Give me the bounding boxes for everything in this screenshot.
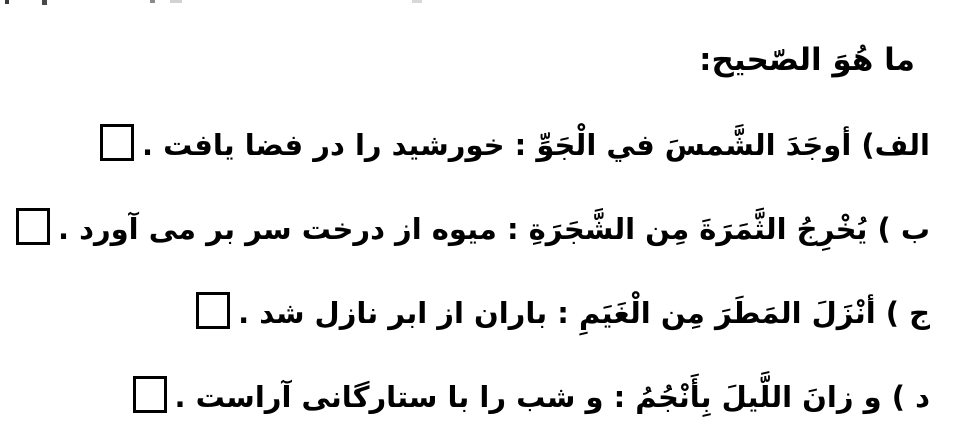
option-row-dal (0, 355, 930, 433)
option-row-be (0, 187, 930, 271)
question-title: ما هُوَ الصّحيح: (699, 42, 915, 78)
scan-edge-artifact (42, 0, 47, 5)
scan-edge-artifact (5, 0, 9, 4)
option-row-jim (0, 271, 930, 355)
option-alef-text: الف) أوجَدَ الشَّمسَ في الْجَوِّ : خورشيد را در فضا يافت . (142, 128, 930, 162)
option-jim-text: ج ) أنْزَلَ المَطَرَ مِن الْغَيَمِ : باران از ابر نازل شد . (238, 296, 930, 330)
answer-checkbox-dal[interactable] (133, 376, 167, 413)
option-be-text: ب ) يُخْرِجُ الثَّمَرَةَ مِن الشَّجَرَةِ : ميوه از درخت سر بر مى آورد . (57, 212, 930, 246)
option-dal-text: د ) و زانَ اللَّيلَ بِأَنْجُمُ : و شب را با ستارگانى آراست . (174, 380, 930, 414)
answer-checkbox-jim[interactable] (196, 292, 230, 329)
options-list (0, 103, 930, 433)
scan-edge-artifact (150, 0, 155, 3)
option-row-alef (0, 103, 930, 187)
scan-edge-artifact (170, 0, 182, 3)
answer-checkbox-alef[interactable] (100, 124, 134, 161)
answer-checkbox-be[interactable] (16, 208, 50, 245)
scan-edge-artifact (412, 0, 422, 3)
